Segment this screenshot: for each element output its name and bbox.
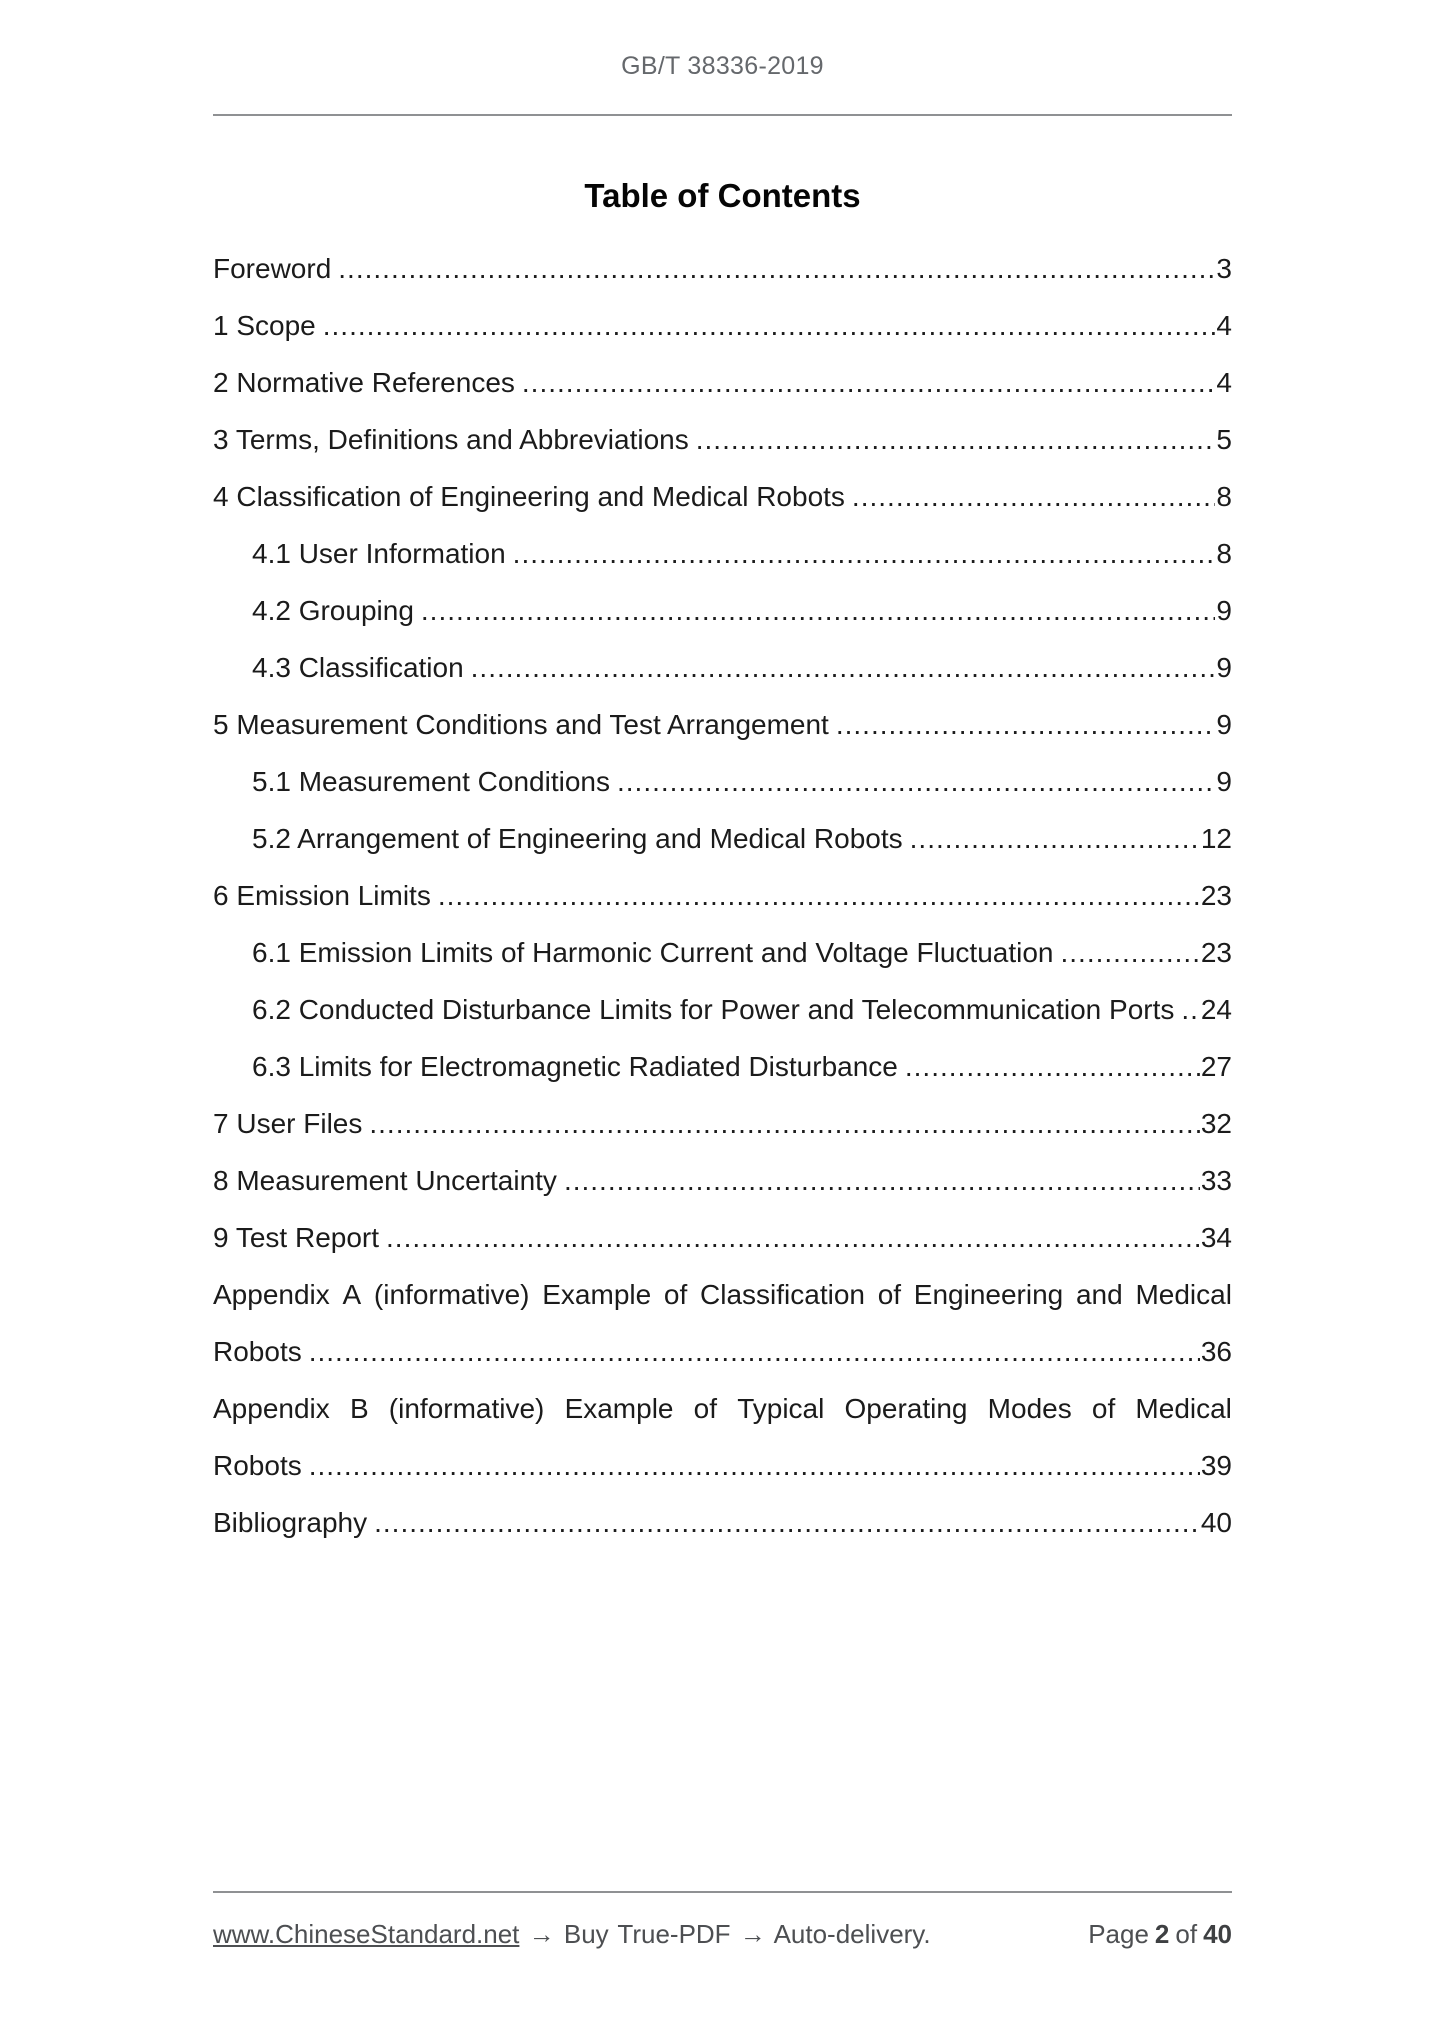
toc-entry-word: Appendix bbox=[213, 1279, 330, 1310]
toc-page-number: 9 bbox=[1216, 595, 1232, 626]
footer-rule bbox=[213, 1891, 1232, 1893]
toc-entry-word: and bbox=[1075, 1279, 1123, 1310]
toc-entry bbox=[213, 753, 1232, 810]
toc-entry bbox=[213, 582, 1232, 639]
toc-entry bbox=[213, 639, 1232, 696]
doc-code: GB/T 38336-2019 bbox=[621, 52, 824, 80]
toc-entry-label: 6 Emission Limits bbox=[213, 880, 431, 911]
toc-entry-label: Bibliography bbox=[213, 1507, 368, 1538]
toc-entry-word: Engineering bbox=[913, 1279, 1064, 1310]
toc-entry-word: Operating bbox=[844, 1393, 968, 1424]
toc-entry-word: Example bbox=[564, 1393, 674, 1424]
toc-entry bbox=[213, 1494, 1232, 1551]
toc-leader-dots bbox=[374, 1494, 1200, 1551]
footer-tagline: → Buy True-PDF → Auto-delivery. bbox=[519, 1919, 931, 1949]
toc-page-number: 40 bbox=[1200, 1507, 1232, 1538]
toc-leader-dots bbox=[564, 1152, 1200, 1209]
toc-entry bbox=[213, 1095, 1232, 1152]
header-rule bbox=[213, 114, 1232, 116]
toc-entry-word: A bbox=[342, 1279, 362, 1310]
toc-page-number: 4 bbox=[1216, 367, 1232, 398]
toc-entry-label: Robots bbox=[213, 1336, 302, 1367]
toc-entry bbox=[213, 1209, 1232, 1266]
toc-entry bbox=[213, 297, 1232, 354]
toc-leader-dots bbox=[1181, 981, 1199, 1038]
toc-leader-dots bbox=[836, 696, 1216, 753]
toc-leader-dots bbox=[1061, 924, 1200, 981]
toc-entry-wrapped-first-line bbox=[213, 1380, 1232, 1437]
toc-entry-label: 2 Normative References bbox=[213, 367, 515, 398]
toc-entry-word: of bbox=[663, 1279, 688, 1310]
toc-page-number: 34 bbox=[1200, 1222, 1232, 1253]
document-header bbox=[0, 0, 1445, 116]
toc-entry bbox=[213, 1152, 1232, 1209]
toc-leader-dots bbox=[421, 582, 1216, 639]
toc-page-number: 5 bbox=[1216, 424, 1232, 455]
page-indicator-label: Page bbox=[1088, 1919, 1149, 1949]
toc-entry-label: 7 User Files bbox=[213, 1108, 363, 1139]
toc-entry-label: 6.3 Limits for Electromagnetic Radiated Disturbance bbox=[252, 1051, 898, 1082]
toc-entry bbox=[213, 1437, 1232, 1494]
toc-entry-word: Medical bbox=[1135, 1279, 1232, 1310]
toc-entry-word: Medical bbox=[1135, 1393, 1232, 1424]
toc-page-number: 24 bbox=[1200, 994, 1232, 1025]
toc-leader-dots bbox=[309, 1323, 1200, 1380]
toc-entry-word: (informative) bbox=[373, 1279, 530, 1310]
toc-entry-word: of bbox=[693, 1393, 718, 1424]
toc-entry bbox=[213, 1038, 1232, 1095]
toc-page-number: 3 bbox=[1216, 253, 1232, 284]
toc-entry bbox=[213, 354, 1232, 411]
toc-leader-dots bbox=[338, 240, 1215, 297]
toc-leader-dots bbox=[471, 639, 1216, 696]
toc-entry-word: (informative) bbox=[388, 1393, 545, 1424]
toc-leader-dots bbox=[386, 1209, 1200, 1266]
toc-leader-dots bbox=[309, 1437, 1200, 1494]
toc-page-number: 8 bbox=[1216, 481, 1232, 512]
toc-page-number: 23 bbox=[1200, 937, 1232, 968]
toc-leader-dots bbox=[438, 867, 1200, 924]
page-indicator bbox=[1088, 1919, 1232, 1949]
toc-entry-label: 5 Measurement Conditions and Test Arrangement bbox=[213, 709, 829, 740]
toc-page-number: 36 bbox=[1200, 1336, 1232, 1367]
toc-page-number: 9 bbox=[1216, 766, 1232, 797]
toc-entry-label: 4.3 Classification bbox=[252, 652, 464, 683]
toc-page-number: 39 bbox=[1200, 1450, 1232, 1481]
toc-entry bbox=[213, 525, 1232, 582]
footer-row bbox=[213, 1919, 1232, 1949]
toc-entry-label: Robots bbox=[213, 1450, 302, 1481]
toc-entry-label: 3 Terms, Definitions and Abbreviations bbox=[213, 424, 689, 455]
toc-entry-word: Appendix bbox=[213, 1393, 330, 1424]
toc-entry-wrapped-first-line bbox=[213, 1266, 1232, 1323]
toc-leader-dots bbox=[617, 753, 1215, 810]
toc-entry-word: B bbox=[349, 1393, 369, 1424]
toc-entry-word: of bbox=[1091, 1393, 1116, 1424]
toc-entry-word: Example bbox=[542, 1279, 652, 1310]
toc-entry-label: 5.2 Arrangement of Engineering and Medical Robots bbox=[252, 823, 903, 854]
toc-entry-label: 8 Measurement Uncertainty bbox=[213, 1165, 557, 1196]
page-indicator-of: of bbox=[1175, 1919, 1198, 1949]
toc-entry-label: 6.1 Emission Limits of Harmonic Current and Voltage Fluctuation bbox=[252, 937, 1054, 968]
toc-leader-dots bbox=[852, 468, 1216, 525]
toc-entry bbox=[213, 468, 1232, 525]
toc-entry bbox=[213, 810, 1232, 867]
toc-entry bbox=[213, 240, 1232, 297]
toc-page-number: 12 bbox=[1200, 823, 1232, 854]
page-total-number: 40 bbox=[1203, 1919, 1232, 1949]
toc-entry-word: Classification bbox=[700, 1279, 865, 1310]
toc-entry-label: 4 Classification of Engineering and Medical Robots bbox=[213, 481, 845, 512]
toc-entry bbox=[213, 696, 1232, 753]
toc-leader-dots bbox=[696, 411, 1216, 468]
toc-entry-label: 6.2 Conducted Disturbance Limits for Power and Telecommunication Ports bbox=[252, 994, 1175, 1025]
toc-page-number: 23 bbox=[1200, 880, 1232, 911]
toc-page-number: 32 bbox=[1200, 1108, 1232, 1139]
toc-leader-dots bbox=[910, 810, 1200, 867]
page-title: Table of Contents bbox=[584, 177, 861, 214]
toc-page-number: 33 bbox=[1200, 1165, 1232, 1196]
table-of-contents bbox=[213, 240, 1232, 1551]
document-footer bbox=[0, 1891, 1445, 1949]
toc-entry-word: Modes bbox=[987, 1393, 1072, 1424]
toc-entry-label: 4.2 Grouping bbox=[252, 595, 414, 626]
toc-entry bbox=[213, 411, 1232, 468]
toc-page-number: 8 bbox=[1216, 538, 1232, 569]
toc-entry-label: 5.1 Measurement Conditions bbox=[252, 766, 610, 797]
footer-website-link[interactable]: www.ChineseStandard.net bbox=[213, 1919, 520, 1949]
toc-entry bbox=[213, 1323, 1232, 1380]
toc-entry-label: 9 Test Report bbox=[213, 1222, 380, 1253]
footer-promo bbox=[213, 1919, 931, 1949]
toc-leader-dots bbox=[905, 1038, 1200, 1095]
toc-page-number: 9 bbox=[1216, 652, 1232, 683]
toc-entry-label: Foreword bbox=[213, 253, 332, 284]
toc-entry bbox=[213, 867, 1232, 924]
toc-leader-dots bbox=[522, 354, 1216, 411]
toc-entry-label: 4.1 User Information bbox=[252, 538, 506, 569]
toc-page-number: 4 bbox=[1216, 310, 1232, 341]
toc-entry bbox=[213, 924, 1232, 981]
page-current-number: 2 bbox=[1154, 1919, 1170, 1949]
toc-leader-dots bbox=[323, 297, 1216, 354]
toc-page-number: 9 bbox=[1216, 709, 1232, 740]
toc-entry-word: of bbox=[877, 1279, 902, 1310]
toc-leader-dots bbox=[513, 525, 1216, 582]
toc-entry-label: 1 Scope bbox=[213, 310, 316, 341]
toc-leader-dots bbox=[369, 1095, 1199, 1152]
toc-entry-word: Typical bbox=[737, 1393, 825, 1424]
toc-page-number: 27 bbox=[1200, 1051, 1232, 1082]
toc-entry bbox=[213, 981, 1232, 1038]
